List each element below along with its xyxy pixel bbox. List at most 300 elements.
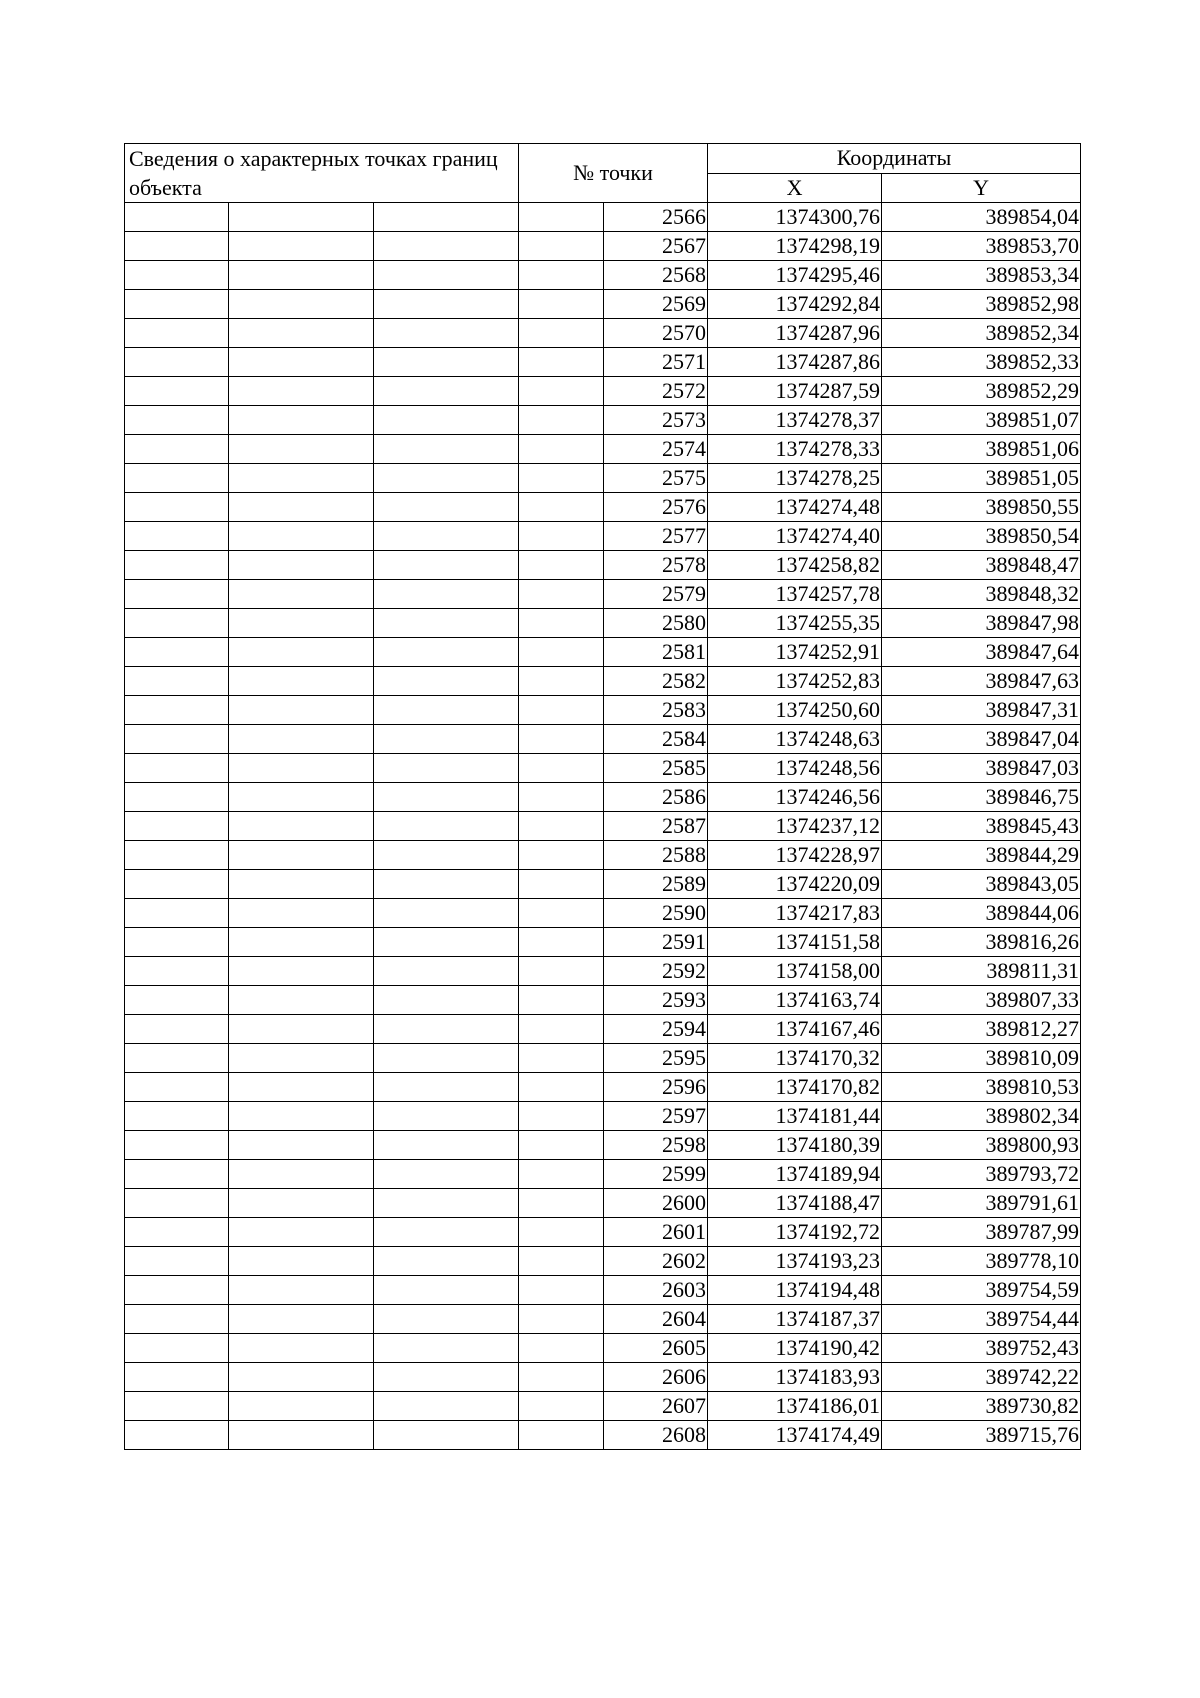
empty-cell bbox=[125, 290, 229, 319]
point-number-cell: 2586 bbox=[604, 783, 708, 812]
empty-cell bbox=[229, 609, 374, 638]
empty-cell bbox=[125, 870, 229, 899]
empty-cell bbox=[374, 1334, 519, 1363]
point-number-cell: 2580 bbox=[604, 609, 708, 638]
empty-cell bbox=[519, 1015, 604, 1044]
y-coordinate-cell: 389853,34 bbox=[882, 261, 1081, 290]
table-row bbox=[125, 551, 1081, 580]
table-row bbox=[125, 1305, 1081, 1334]
empty-cell bbox=[125, 783, 229, 812]
empty-cell bbox=[374, 1073, 519, 1102]
empty-cell bbox=[519, 464, 604, 493]
x-coordinate-cell: 1374181,44 bbox=[708, 1102, 882, 1131]
empty-cell bbox=[519, 232, 604, 261]
empty-cell bbox=[229, 464, 374, 493]
y-coordinate-cell: 389847,98 bbox=[882, 609, 1081, 638]
empty-cell bbox=[229, 928, 374, 957]
x-coordinate-cell: 1374248,63 bbox=[708, 725, 882, 754]
table-row bbox=[125, 928, 1081, 957]
y-coordinate-cell: 389778,10 bbox=[882, 1247, 1081, 1276]
point-number-cell: 2603 bbox=[604, 1276, 708, 1305]
y-coordinate-cell: 389843,05 bbox=[882, 870, 1081, 899]
y-coordinate-cell: 389800,93 bbox=[882, 1131, 1081, 1160]
x-coordinate-cell: 1374250,60 bbox=[708, 696, 882, 725]
empty-cell bbox=[519, 1276, 604, 1305]
x-coordinate-cell: 1374274,48 bbox=[708, 493, 882, 522]
x-coordinate-cell: 1374167,46 bbox=[708, 1015, 882, 1044]
y-coordinate-cell: 389807,33 bbox=[882, 986, 1081, 1015]
point-number-cell: 2571 bbox=[604, 348, 708, 377]
point-number-cell: 2570 bbox=[604, 319, 708, 348]
empty-cell bbox=[229, 783, 374, 812]
y-coordinate-cell: 389852,34 bbox=[882, 319, 1081, 348]
x-coordinate-cell: 1374287,59 bbox=[708, 377, 882, 406]
table-row bbox=[125, 232, 1081, 261]
empty-cell bbox=[229, 1015, 374, 1044]
point-number-cell: 2592 bbox=[604, 957, 708, 986]
y-coordinate-cell: 389851,06 bbox=[882, 435, 1081, 464]
empty-cell bbox=[374, 1247, 519, 1276]
table-row bbox=[125, 1102, 1081, 1131]
y-coordinate-cell: 389847,64 bbox=[882, 638, 1081, 667]
y-coordinate-cell: 389847,04 bbox=[882, 725, 1081, 754]
empty-cell bbox=[229, 261, 374, 290]
x-coordinate-cell: 1374298,19 bbox=[708, 232, 882, 261]
point-number-cell: 2576 bbox=[604, 493, 708, 522]
coordinates-table bbox=[124, 143, 1081, 1450]
table-row bbox=[125, 522, 1081, 551]
point-number-cell: 2608 bbox=[604, 1421, 708, 1450]
empty-cell bbox=[125, 1334, 229, 1363]
empty-cell bbox=[374, 1276, 519, 1305]
empty-cell bbox=[374, 1102, 519, 1131]
point-number-cell: 2573 bbox=[604, 406, 708, 435]
empty-cell bbox=[519, 377, 604, 406]
empty-cell bbox=[374, 261, 519, 290]
y-coordinate-cell: 389847,31 bbox=[882, 696, 1081, 725]
empty-cell bbox=[374, 1015, 519, 1044]
table-row bbox=[125, 261, 1081, 290]
table-row bbox=[125, 1160, 1081, 1189]
table-row bbox=[125, 1073, 1081, 1102]
empty-cell bbox=[125, 609, 229, 638]
y-coordinate-cell: 389846,75 bbox=[882, 783, 1081, 812]
table-row bbox=[125, 1334, 1081, 1363]
empty-cell bbox=[125, 1131, 229, 1160]
empty-cell bbox=[229, 348, 374, 377]
empty-cell bbox=[229, 1305, 374, 1334]
empty-cell bbox=[125, 348, 229, 377]
x-coordinate-cell: 1374180,39 bbox=[708, 1131, 882, 1160]
empty-cell bbox=[519, 1247, 604, 1276]
empty-cell bbox=[374, 1218, 519, 1247]
empty-cell bbox=[125, 1015, 229, 1044]
empty-cell bbox=[125, 522, 229, 551]
point-number-cell: 2600 bbox=[604, 1189, 708, 1218]
empty-cell bbox=[125, 319, 229, 348]
empty-cell bbox=[374, 377, 519, 406]
y-coordinate-cell: 389847,03 bbox=[882, 754, 1081, 783]
x-coordinate-cell: 1374292,84 bbox=[708, 290, 882, 319]
point-number-cell: 2566 bbox=[604, 203, 708, 232]
empty-cell bbox=[519, 261, 604, 290]
point-number-cell: 2585 bbox=[604, 754, 708, 783]
empty-cell bbox=[125, 638, 229, 667]
empty-cell bbox=[519, 1044, 604, 1073]
point-number-cell: 2591 bbox=[604, 928, 708, 957]
table-row bbox=[125, 203, 1081, 232]
empty-cell bbox=[519, 986, 604, 1015]
empty-cell bbox=[519, 754, 604, 783]
empty-cell bbox=[374, 841, 519, 870]
empty-cell bbox=[374, 522, 519, 551]
empty-cell bbox=[374, 435, 519, 464]
empty-cell bbox=[125, 1247, 229, 1276]
empty-cell bbox=[125, 261, 229, 290]
empty-cell bbox=[229, 1421, 374, 1450]
empty-cell bbox=[125, 899, 229, 928]
x-coordinate-cell: 1374237,12 bbox=[708, 812, 882, 841]
empty-cell bbox=[519, 1392, 604, 1421]
empty-cell bbox=[374, 1421, 519, 1450]
y-coordinate-cell: 389845,43 bbox=[882, 812, 1081, 841]
y-coordinate-cell: 389852,98 bbox=[882, 290, 1081, 319]
empty-cell bbox=[125, 1160, 229, 1189]
table-row bbox=[125, 812, 1081, 841]
x-coordinate-cell: 1374246,56 bbox=[708, 783, 882, 812]
point-number-cell: 2582 bbox=[604, 667, 708, 696]
table-row bbox=[125, 348, 1081, 377]
empty-cell bbox=[519, 1363, 604, 1392]
empty-cell bbox=[125, 957, 229, 986]
empty-cell bbox=[229, 406, 374, 435]
y-coordinate-cell: 389816,26 bbox=[882, 928, 1081, 957]
y-coordinate-cell: 389754,59 bbox=[882, 1276, 1081, 1305]
x-coordinate-cell: 1374220,09 bbox=[708, 870, 882, 899]
empty-cell bbox=[519, 1305, 604, 1334]
empty-cell bbox=[229, 725, 374, 754]
x-coordinate-cell: 1374278,37 bbox=[708, 406, 882, 435]
empty-cell bbox=[125, 435, 229, 464]
point-number-cell: 2601 bbox=[604, 1218, 708, 1247]
empty-cell bbox=[374, 1189, 519, 1218]
empty-cell bbox=[229, 1102, 374, 1131]
empty-cell bbox=[229, 232, 374, 261]
empty-cell bbox=[125, 232, 229, 261]
empty-cell bbox=[519, 1131, 604, 1160]
table-row bbox=[125, 406, 1081, 435]
empty-cell bbox=[374, 493, 519, 522]
empty-cell bbox=[374, 899, 519, 928]
point-number-cell: 2607 bbox=[604, 1392, 708, 1421]
table-row bbox=[125, 1015, 1081, 1044]
table-row bbox=[125, 957, 1081, 986]
empty-cell bbox=[229, 1160, 374, 1189]
table-row bbox=[125, 290, 1081, 319]
empty-cell bbox=[519, 1218, 604, 1247]
empty-cell bbox=[519, 841, 604, 870]
empty-cell bbox=[229, 638, 374, 667]
point-number-cell: 2588 bbox=[604, 841, 708, 870]
point-number-cell: 2589 bbox=[604, 870, 708, 899]
point-number-cell: 2597 bbox=[604, 1102, 708, 1131]
empty-cell bbox=[374, 638, 519, 667]
y-coordinate-cell: 389754,44 bbox=[882, 1305, 1081, 1334]
empty-cell bbox=[229, 986, 374, 1015]
point-number-cell: 2604 bbox=[604, 1305, 708, 1334]
empty-cell bbox=[519, 812, 604, 841]
point-number-cell: 2572 bbox=[604, 377, 708, 406]
y-coordinate-cell: 389810,09 bbox=[882, 1044, 1081, 1073]
empty-cell bbox=[229, 696, 374, 725]
y-coordinate-cell: 389847,63 bbox=[882, 667, 1081, 696]
empty-cell bbox=[519, 725, 604, 754]
empty-cell bbox=[229, 435, 374, 464]
x-coordinate-cell: 1374186,01 bbox=[708, 1392, 882, 1421]
y-coordinate-cell: 389850,55 bbox=[882, 493, 1081, 522]
empty-cell bbox=[374, 1160, 519, 1189]
table-row bbox=[125, 377, 1081, 406]
empty-cell bbox=[125, 1421, 229, 1450]
empty-cell bbox=[374, 1392, 519, 1421]
table-row bbox=[125, 841, 1081, 870]
empty-cell bbox=[374, 203, 519, 232]
table-row bbox=[125, 870, 1081, 899]
y-coordinate-cell: 389848,32 bbox=[882, 580, 1081, 609]
empty-cell bbox=[125, 377, 229, 406]
empty-cell bbox=[125, 1392, 229, 1421]
empty-cell bbox=[125, 493, 229, 522]
empty-cell bbox=[519, 783, 604, 812]
point-number-cell: 2596 bbox=[604, 1073, 708, 1102]
y-coordinate-cell: 389854,04 bbox=[882, 203, 1081, 232]
empty-cell bbox=[374, 812, 519, 841]
point-number-cell: 2584 bbox=[604, 725, 708, 754]
empty-cell bbox=[374, 957, 519, 986]
empty-cell bbox=[125, 1305, 229, 1334]
x-coordinate-cell: 1374188,47 bbox=[708, 1189, 882, 1218]
empty-cell bbox=[125, 551, 229, 580]
point-number-cell: 2574 bbox=[604, 435, 708, 464]
table-row bbox=[125, 1247, 1081, 1276]
empty-cell bbox=[229, 1363, 374, 1392]
empty-cell bbox=[125, 667, 229, 696]
x-coordinate-cell: 1374300,76 bbox=[708, 203, 882, 232]
empty-cell bbox=[519, 870, 604, 899]
table-row bbox=[125, 493, 1081, 522]
empty-cell bbox=[374, 754, 519, 783]
empty-cell bbox=[229, 1073, 374, 1102]
y-coordinate-cell: 389802,34 bbox=[882, 1102, 1081, 1131]
x-coordinate-cell: 1374255,35 bbox=[708, 609, 882, 638]
table-row bbox=[125, 435, 1081, 464]
empty-cell bbox=[374, 609, 519, 638]
point-number-cell: 2602 bbox=[604, 1247, 708, 1276]
empty-cell bbox=[519, 493, 604, 522]
x-coordinate-cell: 1374158,00 bbox=[708, 957, 882, 986]
y-coordinate-cell: 389844,06 bbox=[882, 899, 1081, 928]
empty-cell bbox=[125, 725, 229, 754]
empty-cell bbox=[125, 1276, 229, 1305]
y-coordinate-cell: 389852,33 bbox=[882, 348, 1081, 377]
table-row bbox=[125, 696, 1081, 725]
x-coordinate-cell: 1374257,78 bbox=[708, 580, 882, 609]
point-number-cell: 2569 bbox=[604, 290, 708, 319]
empty-cell bbox=[519, 580, 604, 609]
empty-cell bbox=[374, 696, 519, 725]
point-number-cell: 2575 bbox=[604, 464, 708, 493]
x-coordinate-cell: 1374228,97 bbox=[708, 841, 882, 870]
table-row bbox=[125, 667, 1081, 696]
empty-cell bbox=[519, 638, 604, 667]
empty-cell bbox=[125, 841, 229, 870]
x-coordinate-cell: 1374252,91 bbox=[708, 638, 882, 667]
y-coordinate-cell: 389715,76 bbox=[882, 1421, 1081, 1450]
header-row-1 bbox=[125, 144, 1081, 174]
empty-cell bbox=[374, 319, 519, 348]
empty-cell bbox=[229, 1334, 374, 1363]
empty-cell bbox=[125, 203, 229, 232]
empty-cell bbox=[519, 522, 604, 551]
table-row bbox=[125, 464, 1081, 493]
empty-cell bbox=[125, 1073, 229, 1102]
empty-cell bbox=[229, 522, 374, 551]
table-row bbox=[125, 986, 1081, 1015]
table-row bbox=[125, 319, 1081, 348]
coordinates-header: Координаты bbox=[708, 144, 1081, 174]
x-coordinate-cell: 1374217,83 bbox=[708, 899, 882, 928]
point-number-cell: 2606 bbox=[604, 1363, 708, 1392]
empty-cell bbox=[519, 435, 604, 464]
empty-cell bbox=[519, 406, 604, 435]
empty-cell bbox=[519, 319, 604, 348]
point-number-cell: 2577 bbox=[604, 522, 708, 551]
empty-cell bbox=[519, 928, 604, 957]
y-coordinate-cell: 389811,31 bbox=[882, 957, 1081, 986]
empty-cell bbox=[374, 1131, 519, 1160]
y-coordinate-cell: 389752,43 bbox=[882, 1334, 1081, 1363]
empty-cell bbox=[374, 232, 519, 261]
table-row bbox=[125, 638, 1081, 667]
empty-cell bbox=[229, 377, 374, 406]
x-coordinate-cell: 1374295,46 bbox=[708, 261, 882, 290]
x-coordinate-cell: 1374174,49 bbox=[708, 1421, 882, 1450]
x-coordinate-cell: 1374163,74 bbox=[708, 986, 882, 1015]
table-row bbox=[125, 1189, 1081, 1218]
empty-cell bbox=[229, 1189, 374, 1218]
table-row bbox=[125, 1421, 1081, 1450]
y-coordinate-cell: 389844,29 bbox=[882, 841, 1081, 870]
x-coordinate-cell: 1374194,48 bbox=[708, 1276, 882, 1305]
empty-cell bbox=[374, 464, 519, 493]
x-header: X bbox=[708, 173, 882, 203]
point-number-cell: 2594 bbox=[604, 1015, 708, 1044]
empty-cell bbox=[374, 406, 519, 435]
x-coordinate-cell: 1374287,96 bbox=[708, 319, 882, 348]
empty-cell bbox=[229, 203, 374, 232]
empty-cell bbox=[229, 290, 374, 319]
point-number-cell: 2598 bbox=[604, 1131, 708, 1160]
x-coordinate-cell: 1374248,56 bbox=[708, 754, 882, 783]
y-coordinate-cell: 389851,07 bbox=[882, 406, 1081, 435]
table-row bbox=[125, 580, 1081, 609]
y-coordinate-cell: 389850,54 bbox=[882, 522, 1081, 551]
table-row bbox=[125, 754, 1081, 783]
empty-cell bbox=[125, 1218, 229, 1247]
empty-cell bbox=[374, 783, 519, 812]
empty-cell bbox=[125, 1044, 229, 1073]
x-coordinate-cell: 1374274,40 bbox=[708, 522, 882, 551]
empty-cell bbox=[125, 986, 229, 1015]
empty-cell bbox=[374, 667, 519, 696]
empty-cell bbox=[519, 348, 604, 377]
empty-cell bbox=[229, 870, 374, 899]
empty-cell bbox=[229, 551, 374, 580]
empty-cell bbox=[229, 899, 374, 928]
y-coordinate-cell: 389848,47 bbox=[882, 551, 1081, 580]
empty-cell bbox=[125, 464, 229, 493]
x-coordinate-cell: 1374278,33 bbox=[708, 435, 882, 464]
empty-cell bbox=[125, 1102, 229, 1131]
y-coordinate-cell: 389793,72 bbox=[882, 1160, 1081, 1189]
x-coordinate-cell: 1374193,23 bbox=[708, 1247, 882, 1276]
x-coordinate-cell: 1374192,72 bbox=[708, 1218, 882, 1247]
point-number-header: № точки bbox=[519, 144, 708, 203]
table-row bbox=[125, 899, 1081, 928]
x-coordinate-cell: 1374187,37 bbox=[708, 1305, 882, 1334]
point-number-cell: 2583 bbox=[604, 696, 708, 725]
empty-cell bbox=[229, 667, 374, 696]
empty-cell bbox=[125, 406, 229, 435]
y-coordinate-cell: 389851,05 bbox=[882, 464, 1081, 493]
x-coordinate-cell: 1374258,82 bbox=[708, 551, 882, 580]
info-header: Сведения о характерных точках границ объекта bbox=[125, 144, 519, 203]
empty-cell bbox=[519, 551, 604, 580]
empty-cell bbox=[125, 812, 229, 841]
point-number-cell: 2578 bbox=[604, 551, 708, 580]
y-coordinate-cell: 389742,22 bbox=[882, 1363, 1081, 1392]
y-coordinate-cell: 389810,53 bbox=[882, 1073, 1081, 1102]
y-header: Y bbox=[882, 173, 1081, 203]
point-number-cell: 2593 bbox=[604, 986, 708, 1015]
empty-cell bbox=[374, 551, 519, 580]
table-row bbox=[125, 783, 1081, 812]
empty-cell bbox=[229, 841, 374, 870]
empty-cell bbox=[229, 754, 374, 783]
empty-cell bbox=[519, 1189, 604, 1218]
empty-cell bbox=[374, 348, 519, 377]
empty-cell bbox=[125, 1363, 229, 1392]
table-row bbox=[125, 1392, 1081, 1421]
empty-cell bbox=[229, 1247, 374, 1276]
empty-cell bbox=[374, 290, 519, 319]
y-coordinate-cell: 389852,29 bbox=[882, 377, 1081, 406]
point-number-cell: 2587 bbox=[604, 812, 708, 841]
empty-cell bbox=[519, 203, 604, 232]
empty-cell bbox=[229, 812, 374, 841]
table-row bbox=[125, 725, 1081, 754]
y-coordinate-cell: 389787,99 bbox=[882, 1218, 1081, 1247]
y-coordinate-cell: 389791,61 bbox=[882, 1189, 1081, 1218]
empty-cell bbox=[519, 1102, 604, 1131]
empty-cell bbox=[229, 319, 374, 348]
x-coordinate-cell: 1374278,25 bbox=[708, 464, 882, 493]
x-coordinate-cell: 1374252,83 bbox=[708, 667, 882, 696]
empty-cell bbox=[374, 1305, 519, 1334]
point-number-cell: 2568 bbox=[604, 261, 708, 290]
x-coordinate-cell: 1374189,94 bbox=[708, 1160, 882, 1189]
table-row bbox=[125, 1044, 1081, 1073]
